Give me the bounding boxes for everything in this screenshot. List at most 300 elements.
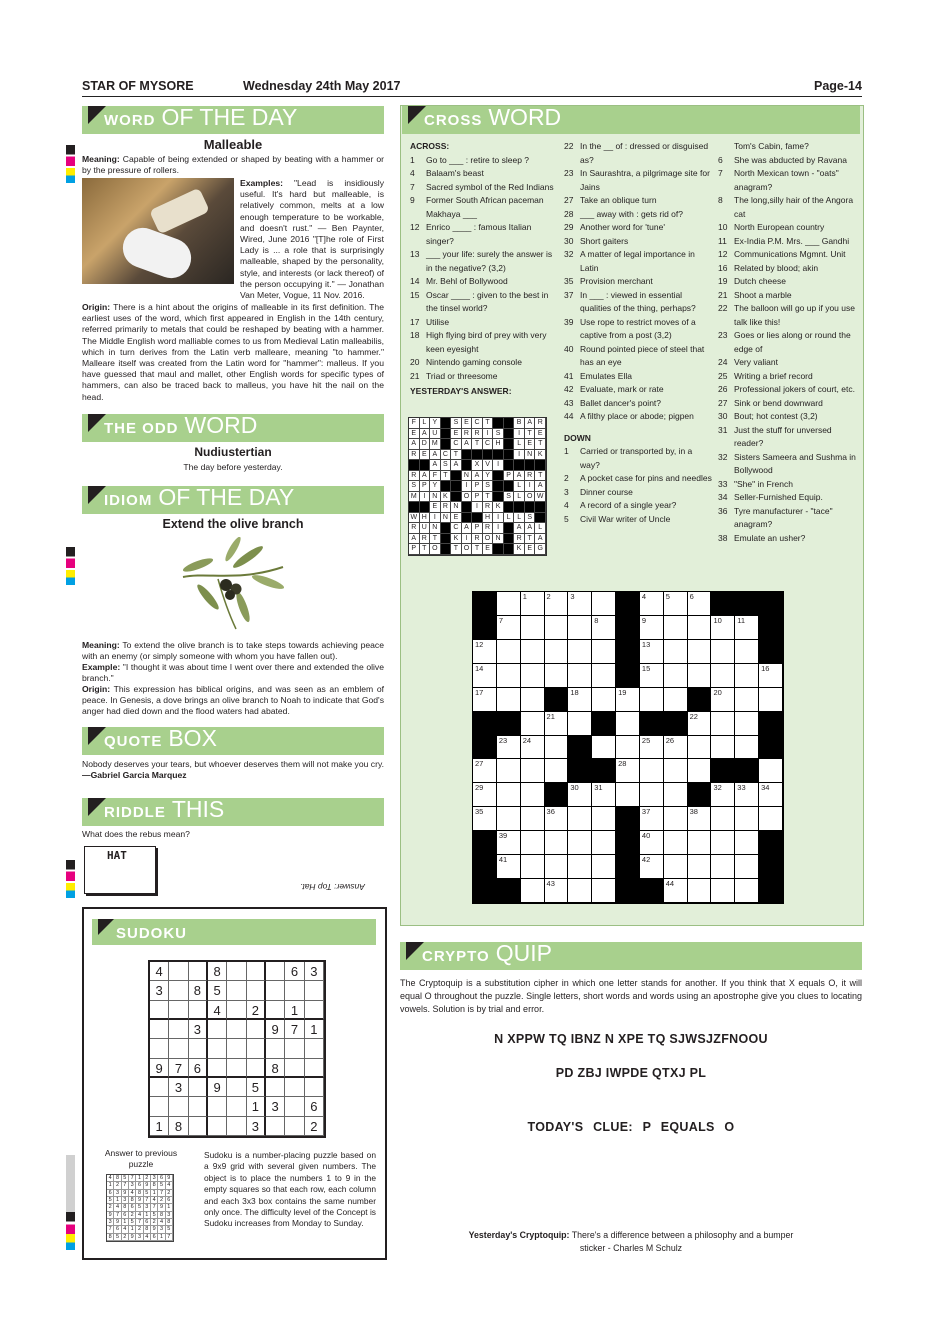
sudoku-answer-cell: 4 <box>107 1175 114 1182</box>
clue <box>564 208 714 222</box>
crossword-cell[interactable] <box>545 759 569 783</box>
clue <box>718 491 858 505</box>
yesterday-answer-cell: T <box>451 450 462 461</box>
yesterday-answer-cell <box>493 450 504 461</box>
yesterday-answer-cell: H <box>420 513 431 524</box>
sudoku-answer-cell: 6 <box>166 1197 173 1204</box>
crossword-cell[interactable] <box>759 664 783 688</box>
crossword-cell[interactable] <box>545 712 569 736</box>
crossword-cell[interactable] <box>664 759 688 783</box>
crossword-cell[interactable] <box>497 736 521 760</box>
sudoku-cell[interactable]: 8 <box>208 962 227 981</box>
sudoku-cell[interactable] <box>227 1020 246 1039</box>
crossword-grid[interactable] <box>472 591 784 904</box>
cell-number: 4 <box>641 592 647 601</box>
yesterday-answer-cell <box>462 460 473 471</box>
crossword-cell[interactable] <box>473 759 497 783</box>
crossword-cell[interactable] <box>568 831 592 855</box>
sudoku-cell[interactable] <box>247 962 266 981</box>
crossword-cell[interactable] <box>568 688 592 712</box>
crossword-cell[interactable] <box>521 640 545 664</box>
sudoku-cell[interactable]: 2 <box>305 1117 324 1136</box>
yesterday-answer-cell: I <box>493 513 504 524</box>
crossword-cell[interactable] <box>735 712 759 736</box>
clue <box>718 356 858 370</box>
yesterday-answer-cell: T <box>451 544 462 555</box>
clue-text: Oscar ____ : given to the best in the tinsel world? <box>426 289 549 313</box>
sudoku-answer-cell: 3 <box>144 1204 151 1211</box>
sudoku-cell[interactable]: 1 <box>150 1117 169 1136</box>
sudoku-cell[interactable] <box>266 981 285 1000</box>
crossword-cell[interactable] <box>497 783 521 807</box>
crossword-black-cell <box>545 783 569 807</box>
crossword-cell[interactable] <box>568 783 592 807</box>
sudoku-cell[interactable]: 7 <box>285 1020 304 1039</box>
sudoku-cell[interactable]: 6 <box>285 962 304 981</box>
crossword-cell[interactable] <box>568 664 592 688</box>
riddle-banner: RIDDLE THIS <box>82 798 384 826</box>
sudoku-cell[interactable]: 1 <box>285 1001 304 1020</box>
sudoku-cell[interactable]: 4 <box>208 1001 227 1020</box>
cell-number: 1 <box>522 592 527 601</box>
crossword-cell[interactable] <box>640 616 664 640</box>
crossword-cell[interactable] <box>759 783 783 807</box>
sudoku-cell[interactable] <box>189 1039 208 1058</box>
sudoku-cell[interactable] <box>285 981 304 1000</box>
yesterday-answer-cell: R <box>420 534 431 545</box>
sudoku-cell[interactable] <box>227 981 246 1000</box>
crossword-black-cell <box>616 879 640 903</box>
sudoku-cell[interactable] <box>208 1020 227 1039</box>
clue-text: Emulate an usher? <box>734 532 806 543</box>
yesterday-answer-cell: T <box>535 439 546 450</box>
wotd-banner: WORD OF THE DAY <box>82 106 384 134</box>
crossword-cell[interactable] <box>735 855 759 879</box>
sudoku-cell[interactable]: 7 <box>169 1059 188 1078</box>
crossword-cell[interactable] <box>545 807 569 831</box>
clue-text: The long,silly hair of the Angora cat <box>734 195 854 219</box>
crossword-cell[interactable] <box>568 640 592 664</box>
sudoku-cell[interactable] <box>305 1078 324 1097</box>
yesterday-answer-cell: T <box>535 471 546 482</box>
crossword-cell[interactable] <box>497 664 521 688</box>
crossword-cell[interactable] <box>568 616 592 640</box>
crossword-cell[interactable] <box>688 592 712 616</box>
sudoku-cell[interactable] <box>285 1039 304 1058</box>
clue <box>564 472 714 486</box>
sudoku-answer-cell: 6 <box>129 1204 136 1211</box>
sudoku-cell[interactable]: 9 <box>266 1020 285 1039</box>
crossword-cell[interactable] <box>711 807 735 831</box>
sudoku-cell[interactable] <box>227 1097 246 1116</box>
crossword-cell[interactable] <box>664 688 688 712</box>
sudoku-cell[interactable] <box>208 1097 227 1116</box>
clue-text: Enrico ____ : famous Italian singer? <box>426 222 532 246</box>
crossword-cell[interactable] <box>664 831 688 855</box>
sudoku-cell[interactable]: 9 <box>150 1059 169 1078</box>
sudoku-cell[interactable]: 8 <box>189 981 208 1000</box>
crossword-cell[interactable] <box>664 783 688 807</box>
sudoku-cell[interactable] <box>266 1078 285 1097</box>
sudoku-cell[interactable] <box>208 1059 227 1078</box>
clue-number: 8 <box>718 195 723 205</box>
crossword-cell[interactable] <box>688 855 712 879</box>
crossword-cell[interactable] <box>497 616 521 640</box>
crossword-cell[interactable] <box>711 688 735 712</box>
crossword-cell[interactable] <box>688 616 712 640</box>
crossword-cell[interactable] <box>759 807 783 831</box>
sudoku-cell[interactable] <box>227 1078 246 1097</box>
clue <box>718 302 858 329</box>
crossword-cell[interactable] <box>521 736 545 760</box>
sudoku-answer-cell: 3 <box>107 1219 114 1226</box>
sudoku-cell[interactable] <box>247 1039 266 1058</box>
crossword-cell[interactable] <box>735 807 759 831</box>
clue-number: 3 <box>564 486 569 497</box>
crossword-cell[interactable] <box>664 807 688 831</box>
crossword-cell[interactable] <box>711 664 735 688</box>
sudoku-cell[interactable]: 1 <box>247 1097 266 1116</box>
crossword-black-cell <box>711 592 735 616</box>
yesterday-answer-cell <box>493 492 504 503</box>
crossword-cell[interactable] <box>521 712 545 736</box>
sudoku-cell[interactable] <box>266 1117 285 1136</box>
crossword-cell[interactable] <box>735 879 759 903</box>
sudoku-cell[interactable]: 5 <box>208 981 227 1000</box>
crossword-cell[interactable] <box>616 712 640 736</box>
crossword-cell[interactable] <box>711 640 735 664</box>
crossword-cell[interactable] <box>521 616 545 640</box>
crossword-cell[interactable] <box>640 688 664 712</box>
crossword-cell[interactable] <box>592 807 616 831</box>
crossword-black-cell <box>759 712 783 736</box>
crossword-cell[interactable] <box>497 592 521 616</box>
crossword-cell[interactable] <box>664 879 688 903</box>
clue-text: Ex-India P.M. Mrs. ___ Gandhi <box>734 235 850 246</box>
clue-number: 41 <box>564 370 574 381</box>
sudoku-cell[interactable] <box>189 1001 208 1020</box>
sudoku-cell[interactable] <box>285 1078 304 1097</box>
crossword-cell[interactable] <box>640 759 664 783</box>
clue-text: Former South African paceman Makhaya ___ <box>426 195 544 219</box>
crossword-cell[interactable] <box>473 664 497 688</box>
crossword-cell[interactable] <box>521 831 545 855</box>
crossword-cell[interactable] <box>616 759 640 783</box>
sudoku-cell[interactable] <box>305 1001 324 1020</box>
crossword-cell[interactable] <box>688 712 712 736</box>
crossword-cell[interactable] <box>640 855 664 879</box>
sudoku-cell[interactable] <box>305 981 324 1000</box>
sudoku-cell[interactable] <box>285 1117 304 1136</box>
crossword-cell[interactable] <box>664 736 688 760</box>
crossword-cell[interactable] <box>473 688 497 712</box>
sudoku-cell[interactable] <box>247 1059 266 1078</box>
sudoku-cell[interactable] <box>189 1097 208 1116</box>
crossword-cell[interactable] <box>735 783 759 807</box>
yesterday-answer-cell: N <box>430 523 441 534</box>
crossword-black-cell <box>640 712 664 736</box>
sudoku-cell[interactable] <box>169 1001 188 1020</box>
clue-number: 30 <box>564 235 574 246</box>
cell-number: 13 <box>641 639 651 649</box>
crossword-cell[interactable] <box>521 783 545 807</box>
clue-text: Nintendo gaming console <box>426 357 522 367</box>
crossword-cell[interactable] <box>545 879 569 903</box>
crossword-cell[interactable] <box>592 664 616 688</box>
sudoku-cell[interactable]: 5 <box>247 1078 266 1097</box>
yesterday-answer-cell: S <box>493 429 504 440</box>
idiom-banner: IDIOM OF THE DAY <box>82 486 384 514</box>
sudoku-answer-cell: 5 <box>114 1234 121 1241</box>
yesterday-answer-cell: O <box>430 544 441 555</box>
crossword-cell[interactable] <box>688 736 712 760</box>
clue-text: Civil War writer of Uncle <box>580 513 671 524</box>
crossword-cell[interactable] <box>592 640 616 664</box>
crossword-cell[interactable] <box>592 736 616 760</box>
crossword-cell[interactable] <box>640 592 664 616</box>
sudoku-cell[interactable] <box>169 1097 188 1116</box>
sudoku-answer-cell: 1 <box>129 1226 136 1233</box>
sudoku-cell[interactable]: 8 <box>266 1059 285 1078</box>
crossword-cell[interactable] <box>545 736 569 760</box>
crossword-cell[interactable] <box>521 592 545 616</box>
sudoku-cell[interactable] <box>285 1059 304 1078</box>
crossword-cell[interactable] <box>545 831 569 855</box>
crossword-cell[interactable] <box>640 664 664 688</box>
sudoku-cell[interactable] <box>266 1039 285 1058</box>
sudoku-cell[interactable] <box>227 962 246 981</box>
sudoku-cell[interactable] <box>150 1097 169 1116</box>
crossword-cell[interactable] <box>473 640 497 664</box>
crossword-cell[interactable] <box>568 592 592 616</box>
sudoku-cell[interactable]: 6 <box>305 1097 324 1116</box>
crossword-cell[interactable] <box>592 855 616 879</box>
crossword-cell[interactable] <box>640 807 664 831</box>
crossword-cell[interactable] <box>497 831 521 855</box>
crossword-cell[interactable] <box>711 879 735 903</box>
sudoku-cell[interactable]: 9 <box>208 1078 227 1097</box>
crossword-cell[interactable] <box>592 616 616 640</box>
crossword-cell[interactable] <box>688 807 712 831</box>
crossword-cell[interactable] <box>640 831 664 855</box>
crossword-cell[interactable] <box>711 736 735 760</box>
crossword-cell[interactable] <box>711 616 735 640</box>
sudoku-cell[interactable] <box>169 962 188 981</box>
sudoku-cell[interactable]: 3 <box>247 1117 266 1136</box>
clue <box>718 532 858 546</box>
header-rule <box>82 96 862 97</box>
crossword-cell[interactable] <box>521 688 545 712</box>
clue-number: 7 <box>718 168 723 178</box>
crossword-cell[interactable] <box>568 712 592 736</box>
yesterday-answer-cell: A <box>535 534 546 545</box>
yesterday-answer-cell <box>451 471 462 482</box>
crossword-cell[interactable] <box>711 831 735 855</box>
yesterday-answer-cell: O <box>462 492 473 503</box>
sudoku-cell[interactable] <box>227 1001 246 1020</box>
sudoku-cell[interactable]: 3 <box>189 1020 208 1039</box>
crossword-cell[interactable] <box>759 688 783 712</box>
sudoku-cell[interactable]: 3 <box>169 1078 188 1097</box>
crossword-cell[interactable] <box>735 664 759 688</box>
clue-text: ___ away with : gets rid of? <box>580 208 684 219</box>
sudoku-cell[interactable] <box>169 1039 188 1058</box>
crossword-cell[interactable] <box>568 855 592 879</box>
crossword-cell[interactable] <box>711 855 735 879</box>
crossword-black-cell <box>759 616 783 640</box>
sudoku-cell[interactable] <box>189 1078 208 1097</box>
clue-text: Bout; hot contest (3,2) <box>734 411 818 421</box>
crossword-black-cell <box>497 712 521 736</box>
sudoku-cell[interactable]: 8 <box>169 1117 188 1136</box>
sudoku-cell[interactable] <box>189 962 208 981</box>
crossword-cell[interactable] <box>688 879 712 903</box>
crossword-cell[interactable] <box>497 807 521 831</box>
sudoku-cell[interactable] <box>227 1117 246 1136</box>
clue-number: 4 <box>564 500 569 510</box>
crossword-cell[interactable] <box>473 783 497 807</box>
crossword-cell[interactable] <box>735 831 759 855</box>
crossword-cell[interactable] <box>521 855 545 879</box>
crossword-cell[interactable] <box>688 831 712 855</box>
crossword-cell[interactable] <box>521 759 545 783</box>
yesterday-answer-cell: P <box>472 523 483 534</box>
crossword-black-cell <box>616 807 640 831</box>
crossword-cell[interactable] <box>545 592 569 616</box>
sudoku-cell[interactable]: 4 <box>150 962 169 981</box>
sudoku-cell[interactable] <box>150 1078 169 1097</box>
sudoku-cell[interactable] <box>189 1117 208 1136</box>
sudoku-cell[interactable] <box>227 1039 246 1058</box>
cell-number: 10 <box>713 615 722 625</box>
crossword-cell[interactable] <box>497 759 521 783</box>
yesterday-answer-cell <box>504 502 515 513</box>
crossword-cell[interactable] <box>640 640 664 664</box>
crossword-cell[interactable] <box>616 688 640 712</box>
clue-text: Goes or lies along or round the edge of <box>734 330 851 354</box>
clue <box>718 262 858 276</box>
sudoku-cell[interactable] <box>266 962 285 981</box>
clue-text: Triad or threesome <box>426 370 498 381</box>
crossword-cell[interactable] <box>735 688 759 712</box>
sudoku-cell[interactable] <box>150 1039 169 1058</box>
crossword-cell[interactable] <box>759 759 783 783</box>
crossword-cell[interactable] <box>664 640 688 664</box>
crossword-cell[interactable] <box>568 807 592 831</box>
sudoku-answer-cell: 4 <box>114 1204 121 1211</box>
yesterday-answer-cell: W <box>535 492 546 503</box>
clue-number: 27 <box>718 397 728 408</box>
crossword-cell[interactable] <box>711 712 735 736</box>
cryptoquip-line-2: PD ZBJ IWPDE QTXJ PL <box>555 1066 707 1080</box>
crossword-cell[interactable] <box>521 807 545 831</box>
crossword-cell[interactable] <box>640 783 664 807</box>
crossword-cell[interactable] <box>497 688 521 712</box>
sudoku-cell[interactable] <box>208 1039 227 1058</box>
crossword-cell[interactable] <box>521 879 545 903</box>
crossword-cell[interactable] <box>592 688 616 712</box>
sudoku-cell[interactable] <box>305 1059 324 1078</box>
clue-text: Tyre manufacturer - "tace" anagram? <box>734 505 833 529</box>
clue-number: 15 <box>410 289 420 300</box>
sudoku-cell[interactable] <box>208 1117 227 1136</box>
crossword-cell[interactable] <box>688 664 712 688</box>
crossword-cell[interactable] <box>688 640 712 664</box>
crossword-cell[interactable] <box>497 855 521 879</box>
sudoku-cell[interactable]: 2 <box>247 1001 266 1020</box>
crossword-cell[interactable] <box>640 736 664 760</box>
crossword-cell[interactable] <box>735 736 759 760</box>
clue-number: 18 <box>410 330 420 340</box>
cell-number: 41 <box>498 855 508 865</box>
crossword-cell[interactable] <box>664 855 688 879</box>
sudoku-cell[interactable]: 3 <box>305 962 324 981</box>
crossword-cell[interactable] <box>545 664 569 688</box>
yesterday-answer-cell: O <box>525 492 536 503</box>
crossword-cell[interactable] <box>592 831 616 855</box>
sudoku-cell[interactable] <box>227 1059 246 1078</box>
sudoku-answer-cell: 6 <box>107 1190 114 1197</box>
crossword-cell[interactable] <box>616 783 640 807</box>
wotd-origin: Origin: There is a hint about the origins of malleable in its first definition. The earliest uses of the word, which first appeared in English in the 14th century, referred primarily to metals that could be reshaped by beating with a hammer. The Middle English word malliable comes to us from Medieval Latin malleabilis, which in turn derives from the Latin verb malleare, meaning "to hammer." Malleare itself was created from the Latin word for "hammer": malleus. If you have guessed that maul and mallet, other English words for specific types of hammers, can also be traced back to malleus, you have hit the nail on the head. <box>82 302 384 402</box>
sudoku-cell[interactable] <box>169 981 188 1000</box>
crossword-cell[interactable] <box>545 616 569 640</box>
issue-date: Wednesday 24th May 2017 <box>243 79 401 93</box>
crossword-cell[interactable] <box>616 736 640 760</box>
yesterday-answer-cell: E <box>451 429 462 440</box>
crossword-cell[interactable] <box>664 592 688 616</box>
crossword-cell[interactable] <box>688 759 712 783</box>
cell-number: 40 <box>641 831 651 841</box>
crossword-cell[interactable] <box>473 807 497 831</box>
sudoku-cell[interactable] <box>247 981 266 1000</box>
sudoku-answer-label: Answer to previous puzzle <box>104 1148 178 1169</box>
sudoku-cell[interactable] <box>150 1020 169 1039</box>
sudoku-cell[interactable] <box>285 1097 304 1116</box>
clue <box>718 424 858 451</box>
sudoku-cell[interactable] <box>150 1001 169 1020</box>
clues-column-3 <box>718 140 858 545</box>
crossword-cell[interactable] <box>545 855 569 879</box>
crossword-cell[interactable] <box>735 616 759 640</box>
sudoku-cell[interactable] <box>266 1001 285 1020</box>
sudoku-cell[interactable]: 3 <box>150 981 169 1000</box>
clue-text: Shoot a marble <box>734 289 792 300</box>
crossword-cell[interactable] <box>592 879 616 903</box>
sudoku-cell[interactable]: 6 <box>189 1059 208 1078</box>
crossword-black-cell <box>616 616 640 640</box>
crossword-cell[interactable] <box>568 879 592 903</box>
crossword-cell[interactable] <box>735 640 759 664</box>
sudoku-cell[interactable] <box>305 1039 324 1058</box>
crossword-cell[interactable] <box>664 616 688 640</box>
yesterday-answer-cell: E <box>451 513 462 524</box>
sudoku-cell[interactable] <box>247 1020 266 1039</box>
crossword-cell[interactable] <box>592 592 616 616</box>
clue-text: Tom's Cabin, fame? <box>734 141 809 151</box>
crossword-cell[interactable] <box>497 640 521 664</box>
crossword-cell[interactable] <box>592 783 616 807</box>
yesterday-answer-cell <box>504 544 515 555</box>
crossword-cell[interactable] <box>711 783 735 807</box>
crossword-cell[interactable] <box>545 640 569 664</box>
crossword-cell[interactable] <box>664 664 688 688</box>
sudoku-cell[interactable]: 1 <box>305 1020 324 1039</box>
sudoku-cell[interactable]: 3 <box>266 1097 285 1116</box>
riddle-question: What does the rebus mean? <box>82 829 190 839</box>
crossword-cell[interactable] <box>521 664 545 688</box>
sudoku-cell[interactable] <box>169 1020 188 1039</box>
